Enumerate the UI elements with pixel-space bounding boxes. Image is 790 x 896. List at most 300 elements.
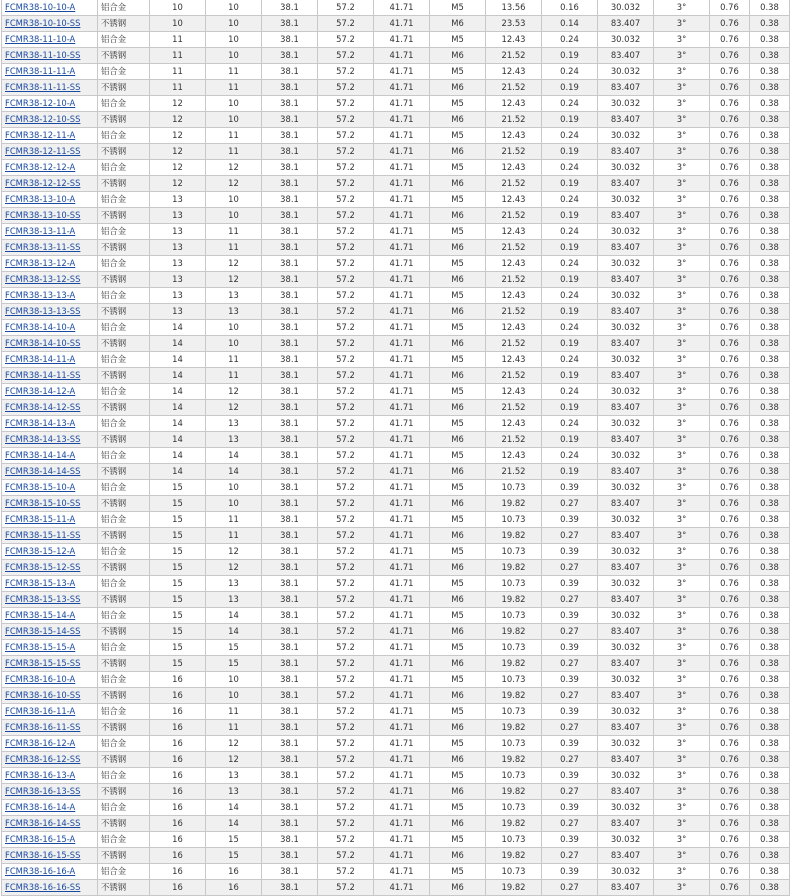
cell-bore-d2: 15 [206, 848, 262, 864]
cell-length: 38.1 [262, 240, 318, 256]
cell-parallel-offset: 0.76 [710, 192, 750, 208]
table-row [2, 368, 790, 384]
table-row [2, 288, 790, 304]
cell-axial-offset: 0.38 [750, 448, 790, 464]
cell-od: 57.2 [318, 80, 374, 96]
cell-stiffness: 0.16 [542, 0, 598, 16]
cell-material: 铝合金 [98, 832, 150, 848]
cell-screw: M5 [430, 320, 486, 336]
table-row [2, 240, 790, 256]
cell-axial-offset: 0.38 [750, 240, 790, 256]
cell-material: 铝合金 [98, 288, 150, 304]
cell-parallel-offset: 0.76 [710, 736, 750, 752]
cell-model-number [2, 672, 98, 688]
model-link[interactable]: FCMR38-16-13-SS [5, 786, 81, 796]
cell-material: 铝合金 [98, 448, 150, 464]
model-link[interactable]: FCMR38-12-10-A [5, 98, 76, 108]
table-row [2, 464, 790, 480]
cell-parallel-offset: 0.76 [710, 656, 750, 672]
cell-moment-inertia: 83.407 [598, 48, 654, 64]
cell-model-number [2, 0, 98, 16]
model-link[interactable]: FCMR38-15-12-SS [5, 562, 81, 572]
cell-material: 不锈钢 [98, 752, 150, 768]
cell-bore-d2: 11 [206, 512, 262, 528]
cell-moment-inertia: 30.032 [598, 864, 654, 880]
cell-dim-e: 41.71 [374, 16, 430, 32]
table-row [2, 128, 790, 144]
cell-misalign-angle: 3° [654, 48, 710, 64]
cell-stiffness: 0.39 [542, 768, 598, 784]
model-link[interactable]: FCMR38-16-15-SS [5, 850, 81, 860]
cell-moment-inertia: 30.032 [598, 544, 654, 560]
model-link[interactable]: FCMR38-15-10-A [5, 482, 76, 492]
cell-parallel-offset: 0.76 [710, 208, 750, 224]
table-row [2, 160, 790, 176]
cell-length: 38.1 [262, 432, 318, 448]
cell-length: 38.1 [262, 288, 318, 304]
cell-torque: 10.73 [486, 800, 542, 816]
cell-material: 不锈钢 [98, 336, 150, 352]
cell-material: 不锈钢 [98, 688, 150, 704]
cell-material: 铝合金 [98, 320, 150, 336]
cell-bore-d1: 15 [150, 608, 206, 624]
cell-bore-d2: 11 [206, 368, 262, 384]
cell-torque: 12.43 [486, 128, 542, 144]
cell-torque: 12.43 [486, 224, 542, 240]
cell-material: 不锈钢 [98, 48, 150, 64]
cell-bore-d1: 10 [150, 16, 206, 32]
cell-moment-inertia: 83.407 [598, 464, 654, 480]
cell-bore-d1: 11 [150, 80, 206, 96]
model-link[interactable]: FCMR38-15-15-SS [5, 658, 81, 668]
model-link[interactable]: FCMR38-13-12-SS [5, 274, 81, 284]
cell-length: 38.1 [262, 704, 318, 720]
cell-screw: M5 [430, 832, 486, 848]
cell-bore-d2: 12 [206, 544, 262, 560]
cell-stiffness: 0.19 [542, 144, 598, 160]
cell-parallel-offset: 0.76 [710, 96, 750, 112]
model-link[interactable]: FCMR38-12-10-SS [5, 114, 81, 124]
cell-od: 57.2 [318, 208, 374, 224]
cell-misalign-angle: 3° [654, 192, 710, 208]
cell-stiffness: 0.27 [542, 720, 598, 736]
model-link[interactable]: FCMR38-11-10-SS [5, 50, 81, 60]
cell-bore-d2: 10 [206, 0, 262, 16]
table-row [2, 0, 790, 16]
cell-misalign-angle: 3° [654, 576, 710, 592]
cell-dim-e: 41.71 [374, 528, 430, 544]
model-link[interactable]: FCMR38-13-13-SS [5, 306, 81, 316]
cell-screw: M6 [430, 592, 486, 608]
cell-moment-inertia: 83.407 [598, 816, 654, 832]
table-row [2, 224, 790, 240]
cell-bore-d1: 15 [150, 656, 206, 672]
cell-parallel-offset: 0.76 [710, 752, 750, 768]
model-link[interactable]: FCMR38-10-10-A [5, 2, 76, 12]
cell-axial-offset: 0.38 [750, 752, 790, 768]
model-link[interactable]: FCMR38-13-13-A [5, 290, 76, 300]
cell-torque: 21.52 [486, 240, 542, 256]
model-link[interactable]: FCMR38-14-11-A [5, 354, 76, 364]
spec-table-body [2, 0, 790, 896]
cell-torque: 12.43 [486, 288, 542, 304]
cell-dim-e: 41.71 [374, 224, 430, 240]
cell-od: 57.2 [318, 784, 374, 800]
cell-model-number [2, 800, 98, 816]
cell-stiffness: 0.19 [542, 112, 598, 128]
cell-dim-e: 41.71 [374, 512, 430, 528]
cell-screw: M5 [430, 576, 486, 592]
cell-bore-d2: 12 [206, 256, 262, 272]
model-link[interactable]: FCMR38-12-11-A [5, 130, 76, 140]
model-link[interactable]: FCMR38-15-12-A [5, 546, 76, 556]
cell-length: 38.1 [262, 752, 318, 768]
model-link[interactable]: FCMR38-11-11-A [5, 66, 76, 76]
cell-dim-e: 41.71 [374, 176, 430, 192]
cell-axial-offset: 0.38 [750, 176, 790, 192]
cell-torque: 19.82 [486, 848, 542, 864]
cell-bore-d2: 10 [206, 192, 262, 208]
cell-od: 57.2 [318, 304, 374, 320]
model-link[interactable]: FCMR38-13-11-A [5, 226, 76, 236]
cell-axial-offset: 0.38 [750, 128, 790, 144]
cell-moment-inertia: 30.032 [598, 160, 654, 176]
cell-length: 38.1 [262, 640, 318, 656]
cell-screw: M6 [430, 464, 486, 480]
cell-od: 57.2 [318, 288, 374, 304]
cell-dim-e: 41.71 [374, 240, 430, 256]
model-link[interactable]: FCMR38-10-10-SS [5, 18, 81, 28]
model-link[interactable]: FCMR38-14-13-SS [5, 434, 81, 444]
cell-bore-d1: 14 [150, 400, 206, 416]
model-link[interactable]: FCMR38-13-10-SS [5, 210, 81, 220]
cell-dim-e: 41.71 [374, 672, 430, 688]
model-link[interactable]: FCMR38-14-10-A [5, 322, 76, 332]
cell-parallel-offset: 0.76 [710, 512, 750, 528]
model-link[interactable]: FCMR38-12-12-SS [5, 178, 81, 188]
cell-model-number [2, 688, 98, 704]
cell-dim-e: 41.71 [374, 304, 430, 320]
cell-length: 38.1 [262, 592, 318, 608]
cell-bore-d2: 12 [206, 736, 262, 752]
cell-bore-d2: 10 [206, 112, 262, 128]
model-link[interactable]: FCMR38-15-10-SS [5, 498, 81, 508]
model-link[interactable]: FCMR38-14-14-A [5, 450, 76, 460]
cell-dim-e: 41.71 [374, 880, 430, 896]
cell-od: 57.2 [318, 256, 374, 272]
cell-screw: M6 [430, 848, 486, 864]
cell-dim-e: 41.71 [374, 384, 430, 400]
cell-screw: M6 [430, 496, 486, 512]
cell-parallel-offset: 0.76 [710, 432, 750, 448]
table-row [2, 304, 790, 320]
model-link[interactable]: FCMR38-15-11-SS [5, 530, 81, 540]
table-row [2, 768, 790, 784]
cell-axial-offset: 0.38 [750, 144, 790, 160]
cell-length: 38.1 [262, 528, 318, 544]
cell-misalign-angle: 3° [654, 528, 710, 544]
cell-length: 38.1 [262, 800, 318, 816]
model-link[interactable]: FCMR38-16-14-SS [5, 818, 81, 828]
cell-dim-e: 41.71 [374, 336, 430, 352]
cell-misalign-angle: 3° [654, 656, 710, 672]
cell-model-number [2, 400, 98, 416]
model-link[interactable]: FCMR38-14-11-SS [5, 370, 81, 380]
cell-axial-offset: 0.38 [750, 496, 790, 512]
cell-material: 铝合金 [98, 864, 150, 880]
cell-axial-offset: 0.38 [750, 480, 790, 496]
cell-screw: M6 [430, 272, 486, 288]
cell-misalign-angle: 3° [654, 464, 710, 480]
cell-screw: M6 [430, 16, 486, 32]
cell-misalign-angle: 3° [654, 448, 710, 464]
cell-axial-offset: 0.38 [750, 432, 790, 448]
cell-model-number [2, 16, 98, 32]
model-link[interactable]: FCMR38-14-12-A [5, 386, 76, 396]
cell-bore-d2: 15 [206, 832, 262, 848]
cell-moment-inertia: 83.407 [598, 848, 654, 864]
cell-axial-offset: 0.38 [750, 464, 790, 480]
cell-bore-d1: 14 [150, 320, 206, 336]
cell-bore-d1: 12 [150, 128, 206, 144]
cell-model-number [2, 624, 98, 640]
cell-dim-e: 41.71 [374, 656, 430, 672]
cell-model-number [2, 816, 98, 832]
cell-misalign-angle: 3° [654, 80, 710, 96]
cell-material: 铝合金 [98, 768, 150, 784]
cell-moment-inertia: 30.032 [598, 704, 654, 720]
cell-dim-e: 41.71 [374, 608, 430, 624]
cell-torque: 19.82 [486, 592, 542, 608]
cell-axial-offset: 0.38 [750, 576, 790, 592]
cell-axial-offset: 0.38 [750, 416, 790, 432]
table-row [2, 432, 790, 448]
cell-length: 38.1 [262, 720, 318, 736]
cell-moment-inertia: 83.407 [598, 752, 654, 768]
model-link[interactable]: FCMR38-14-12-SS [5, 402, 81, 412]
cell-torque: 21.52 [486, 464, 542, 480]
cell-axial-offset: 0.38 [750, 400, 790, 416]
cell-bore-d1: 11 [150, 64, 206, 80]
table-row [2, 640, 790, 656]
cell-bore-d2: 14 [206, 448, 262, 464]
model-link[interactable]: FCMR38-15-11-A [5, 514, 76, 524]
cell-parallel-offset: 0.76 [710, 496, 750, 512]
cell-bore-d1: 14 [150, 384, 206, 400]
cell-parallel-offset: 0.76 [710, 304, 750, 320]
cell-moment-inertia: 30.032 [598, 96, 654, 112]
cell-screw: M6 [430, 624, 486, 640]
cell-torque: 10.73 [486, 864, 542, 880]
cell-length: 38.1 [262, 672, 318, 688]
cell-model-number [2, 864, 98, 880]
table-row [2, 880, 790, 896]
cell-stiffness: 0.27 [542, 752, 598, 768]
table-row [2, 656, 790, 672]
cell-bore-d1: 16 [150, 864, 206, 880]
cell-material: 铝合金 [98, 128, 150, 144]
cell-od: 57.2 [318, 592, 374, 608]
cell-stiffness: 0.39 [542, 800, 598, 816]
cell-length: 38.1 [262, 272, 318, 288]
cell-axial-offset: 0.38 [750, 384, 790, 400]
cell-material: 铝合金 [98, 256, 150, 272]
cell-bore-d2: 10 [206, 16, 262, 32]
model-link[interactable]: FCMR38-16-11-A [5, 706, 76, 716]
cell-stiffness: 0.19 [542, 176, 598, 192]
cell-axial-offset: 0.38 [750, 256, 790, 272]
cell-material: 不锈钢 [98, 880, 150, 896]
cell-stiffness: 0.24 [542, 416, 598, 432]
model-link[interactable]: FCMR38-13-11-SS [5, 242, 81, 252]
cell-misalign-angle: 3° [654, 384, 710, 400]
cell-misalign-angle: 3° [654, 336, 710, 352]
cell-dim-e: 41.71 [374, 192, 430, 208]
cell-length: 38.1 [262, 448, 318, 464]
cell-moment-inertia: 30.032 [598, 384, 654, 400]
cell-model-number [2, 720, 98, 736]
cell-stiffness: 0.24 [542, 224, 598, 240]
cell-bore-d1: 15 [150, 624, 206, 640]
cell-parallel-offset: 0.76 [710, 816, 750, 832]
model-link[interactable]: FCMR38-16-12-SS [5, 754, 81, 764]
model-link[interactable]: FCMR38-16-12-A [5, 738, 76, 748]
cell-material: 不锈钢 [98, 720, 150, 736]
model-link[interactable]: FCMR38-16-10-SS [5, 690, 81, 700]
cell-axial-offset: 0.38 [750, 736, 790, 752]
cell-material: 不锈钢 [98, 464, 150, 480]
model-link[interactable]: FCMR38-16-13-A [5, 770, 76, 780]
cell-bore-d1: 13 [150, 192, 206, 208]
cell-bore-d2: 12 [206, 176, 262, 192]
cell-dim-e: 41.71 [374, 688, 430, 704]
cell-dim-e: 41.71 [374, 432, 430, 448]
model-link[interactable]: FCMR38-14-10-SS [5, 338, 81, 348]
cell-dim-e: 41.71 [374, 624, 430, 640]
cell-od: 57.2 [318, 224, 374, 240]
model-link[interactable]: FCMR38-15-15-A [5, 642, 76, 652]
cell-od: 57.2 [318, 32, 374, 48]
cell-od: 57.2 [318, 736, 374, 752]
model-link[interactable]: FCMR38-15-13-A [5, 578, 76, 588]
cell-parallel-offset: 0.76 [710, 768, 750, 784]
model-link[interactable]: FCMR38-15-13-SS [5, 594, 81, 604]
cell-parallel-offset: 0.76 [710, 384, 750, 400]
cell-torque: 12.43 [486, 256, 542, 272]
model-link[interactable]: FCMR38-16-15-A [5, 834, 76, 844]
cell-length: 38.1 [262, 16, 318, 32]
cell-moment-inertia: 30.032 [598, 768, 654, 784]
model-link[interactable]: FCMR38-16-16-A [5, 866, 76, 876]
cell-dim-e: 41.71 [374, 736, 430, 752]
table-row [2, 736, 790, 752]
cell-od: 57.2 [318, 16, 374, 32]
cell-dim-e: 41.71 [374, 816, 430, 832]
cell-parallel-offset: 0.76 [710, 32, 750, 48]
cell-bore-d2: 14 [206, 624, 262, 640]
cell-parallel-offset: 0.76 [710, 608, 750, 624]
cell-stiffness: 0.27 [542, 688, 598, 704]
cell-moment-inertia: 83.407 [598, 592, 654, 608]
cell-bore-d1: 16 [150, 832, 206, 848]
model-link[interactable]: FCMR38-15-14-SS [5, 626, 81, 636]
cell-length: 38.1 [262, 112, 318, 128]
cell-bore-d1: 13 [150, 304, 206, 320]
cell-stiffness: 0.27 [542, 880, 598, 896]
cell-misalign-angle: 3° [654, 176, 710, 192]
cell-axial-offset: 0.38 [750, 336, 790, 352]
cell-torque: 21.52 [486, 400, 542, 416]
cell-model-number [2, 192, 98, 208]
cell-stiffness: 0.19 [542, 304, 598, 320]
cell-length: 38.1 [262, 176, 318, 192]
model-link[interactable]: FCMR38-13-12-A [5, 258, 76, 268]
cell-stiffness: 0.27 [542, 624, 598, 640]
cell-bore-d2: 10 [206, 32, 262, 48]
cell-stiffness: 0.19 [542, 336, 598, 352]
cell-model-number [2, 608, 98, 624]
cell-stiffness: 0.39 [542, 544, 598, 560]
model-link[interactable]: FCMR38-13-10-A [5, 194, 76, 204]
cell-parallel-offset: 0.76 [710, 640, 750, 656]
model-link[interactable]: FCMR38-14-14-SS [5, 466, 81, 476]
cell-bore-d1: 16 [150, 768, 206, 784]
model-link[interactable]: FCMR38-16-10-A [5, 674, 76, 684]
cell-bore-d1: 16 [150, 800, 206, 816]
cell-misalign-angle: 3° [654, 512, 710, 528]
cell-bore-d1: 14 [150, 336, 206, 352]
model-link[interactable]: FCMR38-16-14-A [5, 802, 76, 812]
cell-screw: M5 [430, 544, 486, 560]
cell-stiffness: 0.24 [542, 256, 598, 272]
cell-torque: 19.82 [486, 880, 542, 896]
cell-stiffness: 0.24 [542, 64, 598, 80]
cell-od: 57.2 [318, 48, 374, 64]
cell-axial-offset: 0.38 [750, 320, 790, 336]
model-link[interactable]: FCMR38-15-14-A [5, 610, 76, 620]
cell-bore-d1: 15 [150, 480, 206, 496]
model-link[interactable]: FCMR38-11-11-SS [5, 82, 81, 92]
model-link[interactable]: FCMR38-11-10-A [5, 34, 76, 44]
cell-screw: M5 [430, 96, 486, 112]
cell-axial-offset: 0.38 [750, 848, 790, 864]
cell-moment-inertia: 83.407 [598, 112, 654, 128]
model-link[interactable]: FCMR38-12-11-SS [5, 146, 81, 156]
cell-screw: M5 [430, 224, 486, 240]
cell-length: 38.1 [262, 624, 318, 640]
table-row [2, 752, 790, 768]
model-link[interactable]: FCMR38-16-16-SS [5, 882, 81, 892]
table-row [2, 336, 790, 352]
cell-od: 57.2 [318, 496, 374, 512]
model-link[interactable]: FCMR38-16-11-SS [5, 722, 81, 732]
model-link[interactable]: FCMR38-12-12-A [5, 162, 76, 172]
table-row [2, 96, 790, 112]
cell-stiffness: 0.19 [542, 464, 598, 480]
model-link[interactable]: FCMR38-14-13-A [5, 418, 76, 428]
cell-bore-d2: 11 [206, 80, 262, 96]
cell-dim-e: 41.71 [374, 496, 430, 512]
cell-bore-d1: 14 [150, 416, 206, 432]
table-row [2, 480, 790, 496]
cell-parallel-offset: 0.76 [710, 176, 750, 192]
cell-screw: M6 [430, 400, 486, 416]
cell-od: 57.2 [318, 864, 374, 880]
cell-misalign-angle: 3° [654, 256, 710, 272]
cell-material: 铝合金 [98, 512, 150, 528]
cell-material: 不锈钢 [98, 144, 150, 160]
cell-material: 不锈钢 [98, 656, 150, 672]
